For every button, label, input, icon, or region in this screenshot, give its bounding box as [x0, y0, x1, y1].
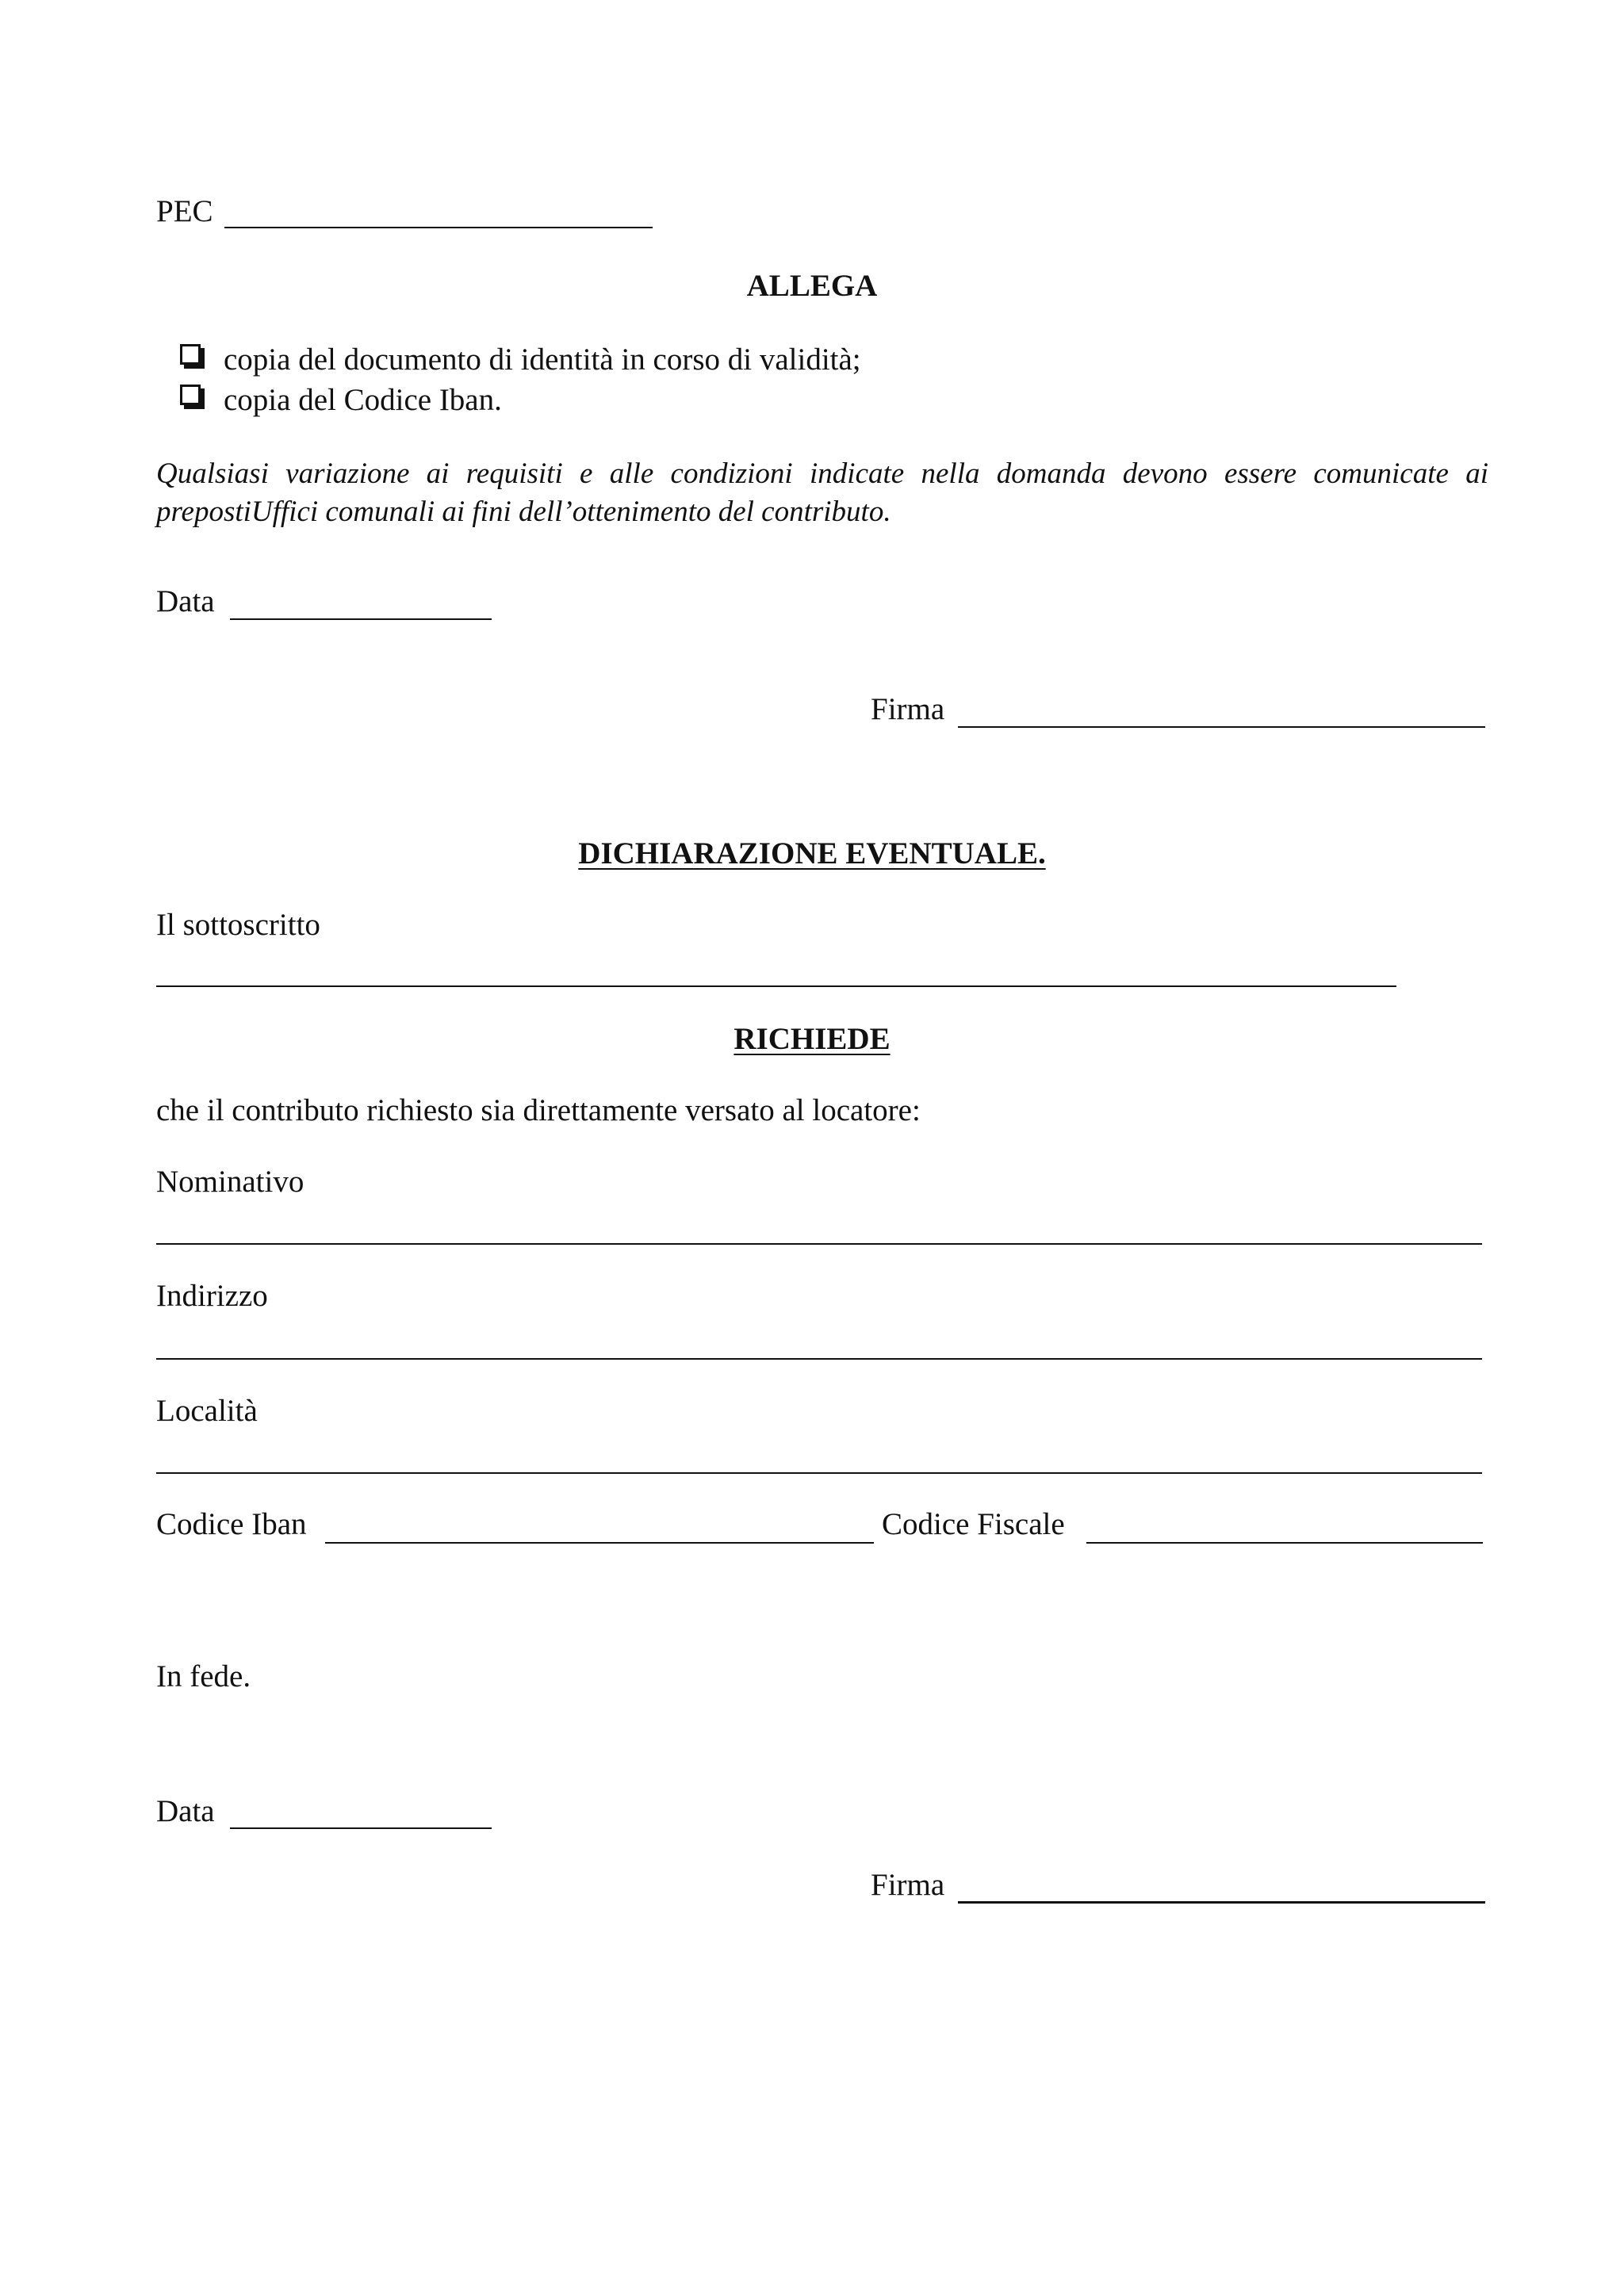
allega-heading: ALLEGA [746, 269, 878, 303]
iban-label: Codice Iban [156, 1507, 307, 1541]
signature-label-1: Firma [871, 692, 945, 726]
richiede-text: che il contributo richiesto sia direttamente versato al locatore: [156, 1093, 921, 1127]
richiede-heading: RICHIEDE [733, 1022, 891, 1056]
date-label-1: Data [156, 584, 215, 618]
pec-label: PEC [156, 194, 213, 228]
signature-field-line-2[interactable] [958, 1901, 1485, 1904]
undersigned-label: Il sottoscritto [156, 908, 320, 942]
iban-field-line[interactable] [325, 1542, 874, 1544]
date-label-2: Data [156, 1794, 215, 1828]
indirizzo-field-line[interactable] [156, 1358, 1482, 1360]
indirizzo-label: Indirizzo [156, 1279, 268, 1313]
in-fede-text: In fede. [156, 1659, 251, 1693]
fiscal-code-field-line[interactable] [1086, 1542, 1483, 1544]
localita-field-line[interactable] [156, 1472, 1482, 1474]
date-field-line-2[interactable] [230, 1827, 492, 1829]
signature-label-2: Firma [871, 1868, 945, 1902]
checkbox-identity-document[interactable] [180, 344, 201, 365]
checkbox-iban-copy[interactable] [180, 385, 201, 405]
nominativo-label: Nominativo [156, 1165, 304, 1199]
allega-item-iban-copy: copia del Codice Iban. [224, 383, 502, 417]
pec-field-line[interactable] [224, 227, 653, 228]
dichiarazione-heading: DICHIARAZIONE EVENTUALE. [578, 836, 1046, 871]
fiscal-code-label: Codice Fiscale [882, 1507, 1065, 1541]
allega-item-identity-document: copia del documento di identità in corso di validità; [224, 342, 861, 377]
signature-field-line-1[interactable] [958, 726, 1485, 728]
undersigned-field-line[interactable] [156, 985, 1396, 987]
nominativo-field-line[interactable] [156, 1243, 1482, 1245]
date-field-line-1[interactable] [230, 618, 492, 620]
variation-notice: Qualsiasi variazione ai requisiti e alle condizioni indicate nella domanda devono essere comunicate ai prepostiUffici comunali ai fini dell’ottenimento del contributo. [156, 457, 1488, 528]
localita-label: Località [156, 1394, 258, 1428]
